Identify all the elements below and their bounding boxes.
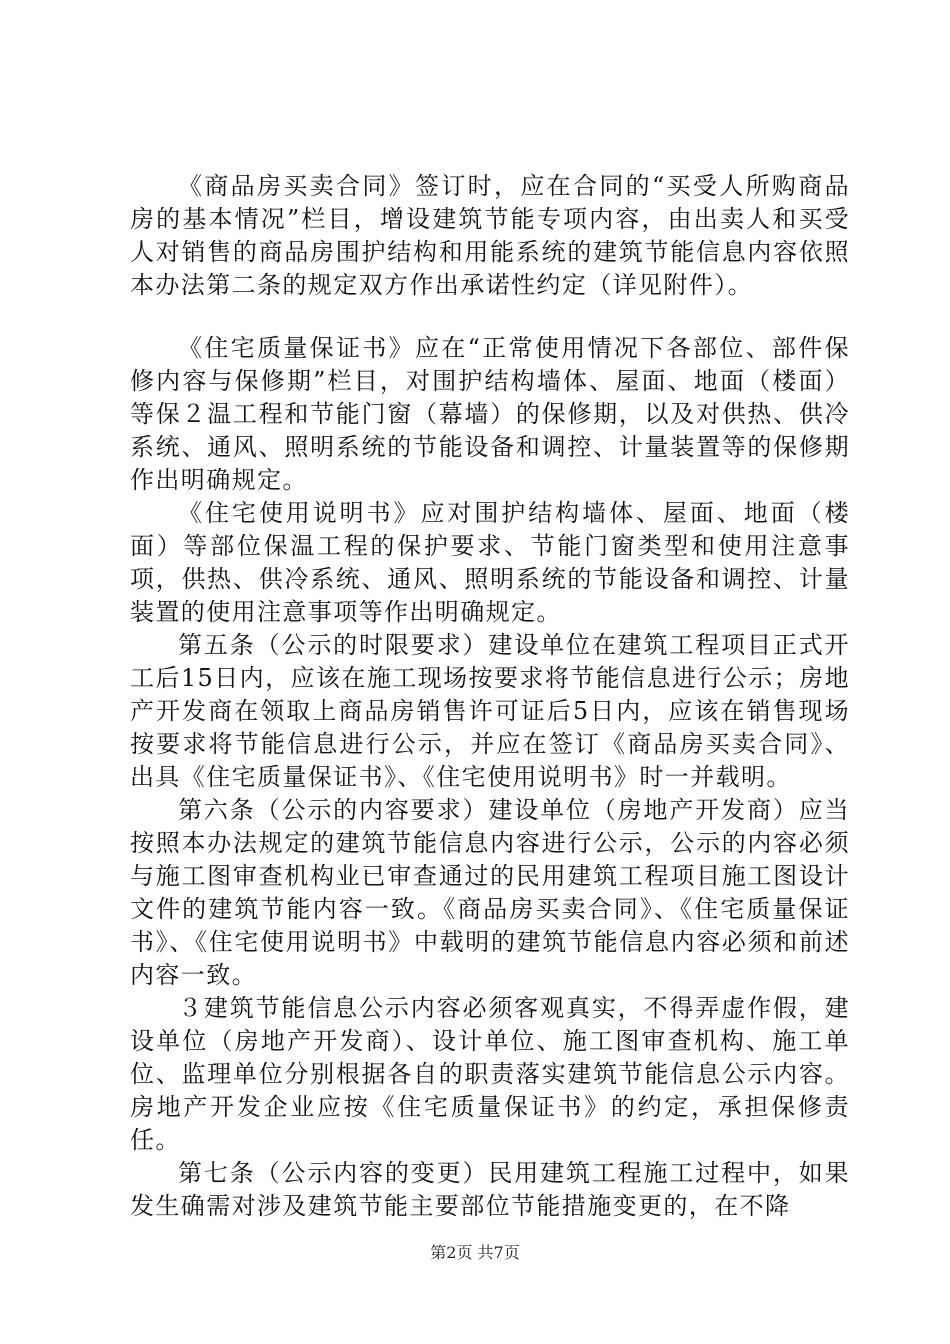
page-number-footer: 第2页 共7页 bbox=[430, 1243, 520, 1262]
paragraph-article-seven: 第七条（公示内容的变更）民用建筑工程施工过程中，如果发生确需对涉及建筑节能主要部位节能措施变更的，在不降 bbox=[130, 1159, 850, 1220]
document-body bbox=[130, 170, 850, 1223]
paragraph-disclosure-truth: ３建筑节能信息公示内容必须客观真实，不得弄虚作假，建设单位（房地产开发商）、设计单位、施工图审查机构、施工单位、监理单位分别根据各自的职责落实建筑节能信息公示内容。房地产开发企业应按《住宅质量保证书》的约定，承担保修责任。 bbox=[130, 994, 850, 1154]
paragraph-quality-guarantee: 《住宅质量保证书》应在“正常使用情况下各部位、部件保修内容与保修期”栏目，对围护结构墙体、屋面、地面（楼面）等保２温工程和节能门窗（幕墙）的保修期，以及对供热、供冷系统、通风、照明系统的节能设备和调控、计量装置等的保修期作出明确规定。 bbox=[130, 334, 850, 494]
paragraph-article-five: 第五条（公示的时限要求）建设单位在建筑工程项目正式开工后15日内，应该在施工现场按要求将节能信息进行公示；房地产开发商在领取上商品房销售许可证后5日内，应该在销售现场按要求将节能信息进行公示，并应在签订《商品房买卖合同》、出具《住宅质量保证书》、《住宅使用说明书》时一并载明。 bbox=[130, 631, 850, 791]
paragraph-contract-signing: 《商品房买卖合同》签订时，应在合同的“买受人所购商品房的基本情况”栏目，增设建筑节能专项内容，由出卖人和买受人对销售的商品房围护结构和用能系统的建筑节能信息内容依照本办法第二条的规定双方作出承诺性约定（详见附件）。 bbox=[130, 172, 850, 299]
paragraph-usage-manual: 《住宅使用说明书》应对围护结构墙体、屋面、地面（楼面）等部位保温工程的保护要求、节能门窗类型和使用注意事项，供热、供冷系统、通风、照明系统的节能设备和调控、计量装置的使用注意事项等作出明确规定。 bbox=[130, 499, 850, 626]
paragraph-article-six: 第六条（公示的内容要求）建设单位（房地产开发商）应当按照本办法规定的建筑节能信息内容进行公示，公示的内容必须与施工图审查机构业已审查通过的民用建筑工程项目施工图设计文件的建筑节能内容一致。《商品房买卖合同》、《住宅质量保证书》、《住宅使用说明书》中载明的建筑节能信息内容必须和前述内容一致。 bbox=[130, 796, 850, 989]
